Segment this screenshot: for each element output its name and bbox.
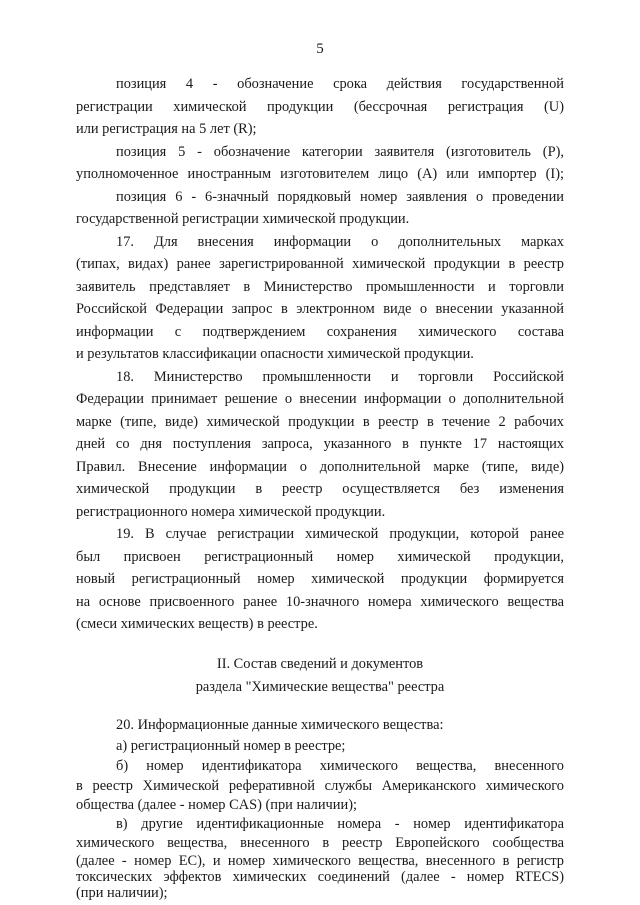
text-line: химической продукции в реестр осуществляется без изменения bbox=[76, 481, 564, 497]
text-line: (типах, видах) ранее зарегистрированной химической продукции в реестр bbox=[76, 256, 564, 272]
text-line: регистрационного номера химической продукции. bbox=[76, 504, 386, 520]
text-line: химического вещества, внесенного в реестр Европейского сообщества bbox=[76, 835, 564, 851]
text-line: или регистрация на 5 лет (R); bbox=[76, 121, 257, 137]
text-line: уполномоченное иностранным изготовителем лицо (A) или импортер (I); bbox=[76, 166, 564, 182]
text-line: дней со дня поступления запроса, указанного в пункте 17 настоящих bbox=[76, 436, 564, 452]
text-line: Правил. Внесение информации о дополнительной марке (типе, виде) bbox=[76, 459, 564, 475]
text-line: 20. Информационные данные химического вещества: bbox=[116, 717, 444, 733]
text-line: б) номер идентификатора химического вещества, внесенного bbox=[116, 758, 564, 774]
text-line: (смеси химических веществ) в реестре. bbox=[76, 616, 318, 632]
section-heading-line-2: раздела "Химические вещества" реестра bbox=[195, 679, 445, 695]
text-line: токсических эффектов химических соединений (далее - номер RTECS) bbox=[76, 869, 564, 885]
text-line: позиция 5 - обозначение категории заявителя (изготовитель (P), bbox=[116, 144, 564, 160]
section-heading-line-1: II. Состав сведений и документов bbox=[216, 656, 424, 672]
text-line: (при наличии); bbox=[76, 885, 168, 901]
text-line: 19. В случае регистрации химической продукции, которой ранее bbox=[116, 526, 564, 542]
text-line: в) другие идентификационные номера - номер идентификатора bbox=[116, 816, 564, 832]
text-line: новый регистрационный номер химической продукции формируется bbox=[76, 571, 564, 587]
text-line: Российской Федерации запрос в электронном виде о внесении указанной bbox=[76, 301, 564, 317]
text-line: информации с подтверждением сохранения химического состава bbox=[76, 324, 564, 340]
text-line: государственной регистрации химической продукции. bbox=[76, 211, 410, 227]
page-number: 5 bbox=[316, 41, 324, 57]
text-line: в реестр Химической реферативной службы Американского химического bbox=[76, 778, 564, 794]
text-line: на основе присвоенного ранее 10-значного номера химического вещества bbox=[76, 594, 564, 610]
text-line: регистрации химической продукции (бессрочная регистрация (U) bbox=[76, 99, 564, 115]
text-line: 17. Для внесения информации о дополнительных марках bbox=[116, 234, 564, 250]
text-line: 18. Министерство промышленности и торговли Российской bbox=[116, 369, 564, 385]
text-line: и результатов классификации опасности химической продукции. bbox=[76, 346, 474, 362]
text-line: марке (типе, виде) химической продукции в реестр в течение 2 рабочих bbox=[76, 414, 564, 430]
text-line: а) регистрационный номер в реестре; bbox=[116, 738, 346, 754]
text-line: (далее - номер EC), и номер химического вещества, внесенного в регистр bbox=[76, 853, 564, 869]
text-line: позиция 6 - 6-значный порядковый номер заявления о проведении bbox=[116, 189, 564, 205]
text-line: общества (далее - номер CAS) (при наличии); bbox=[76, 797, 357, 813]
text-line: был присвоен регистрационный номер химической продукции, bbox=[76, 549, 564, 565]
text-line: заявитель представляет в Министерство промышленности и торговли bbox=[76, 279, 564, 295]
text-line: позиция 4 - обозначение срока действия государственной bbox=[116, 76, 564, 92]
text-line: Федерации принимает решение о внесении информации о дополнительной bbox=[76, 391, 564, 407]
